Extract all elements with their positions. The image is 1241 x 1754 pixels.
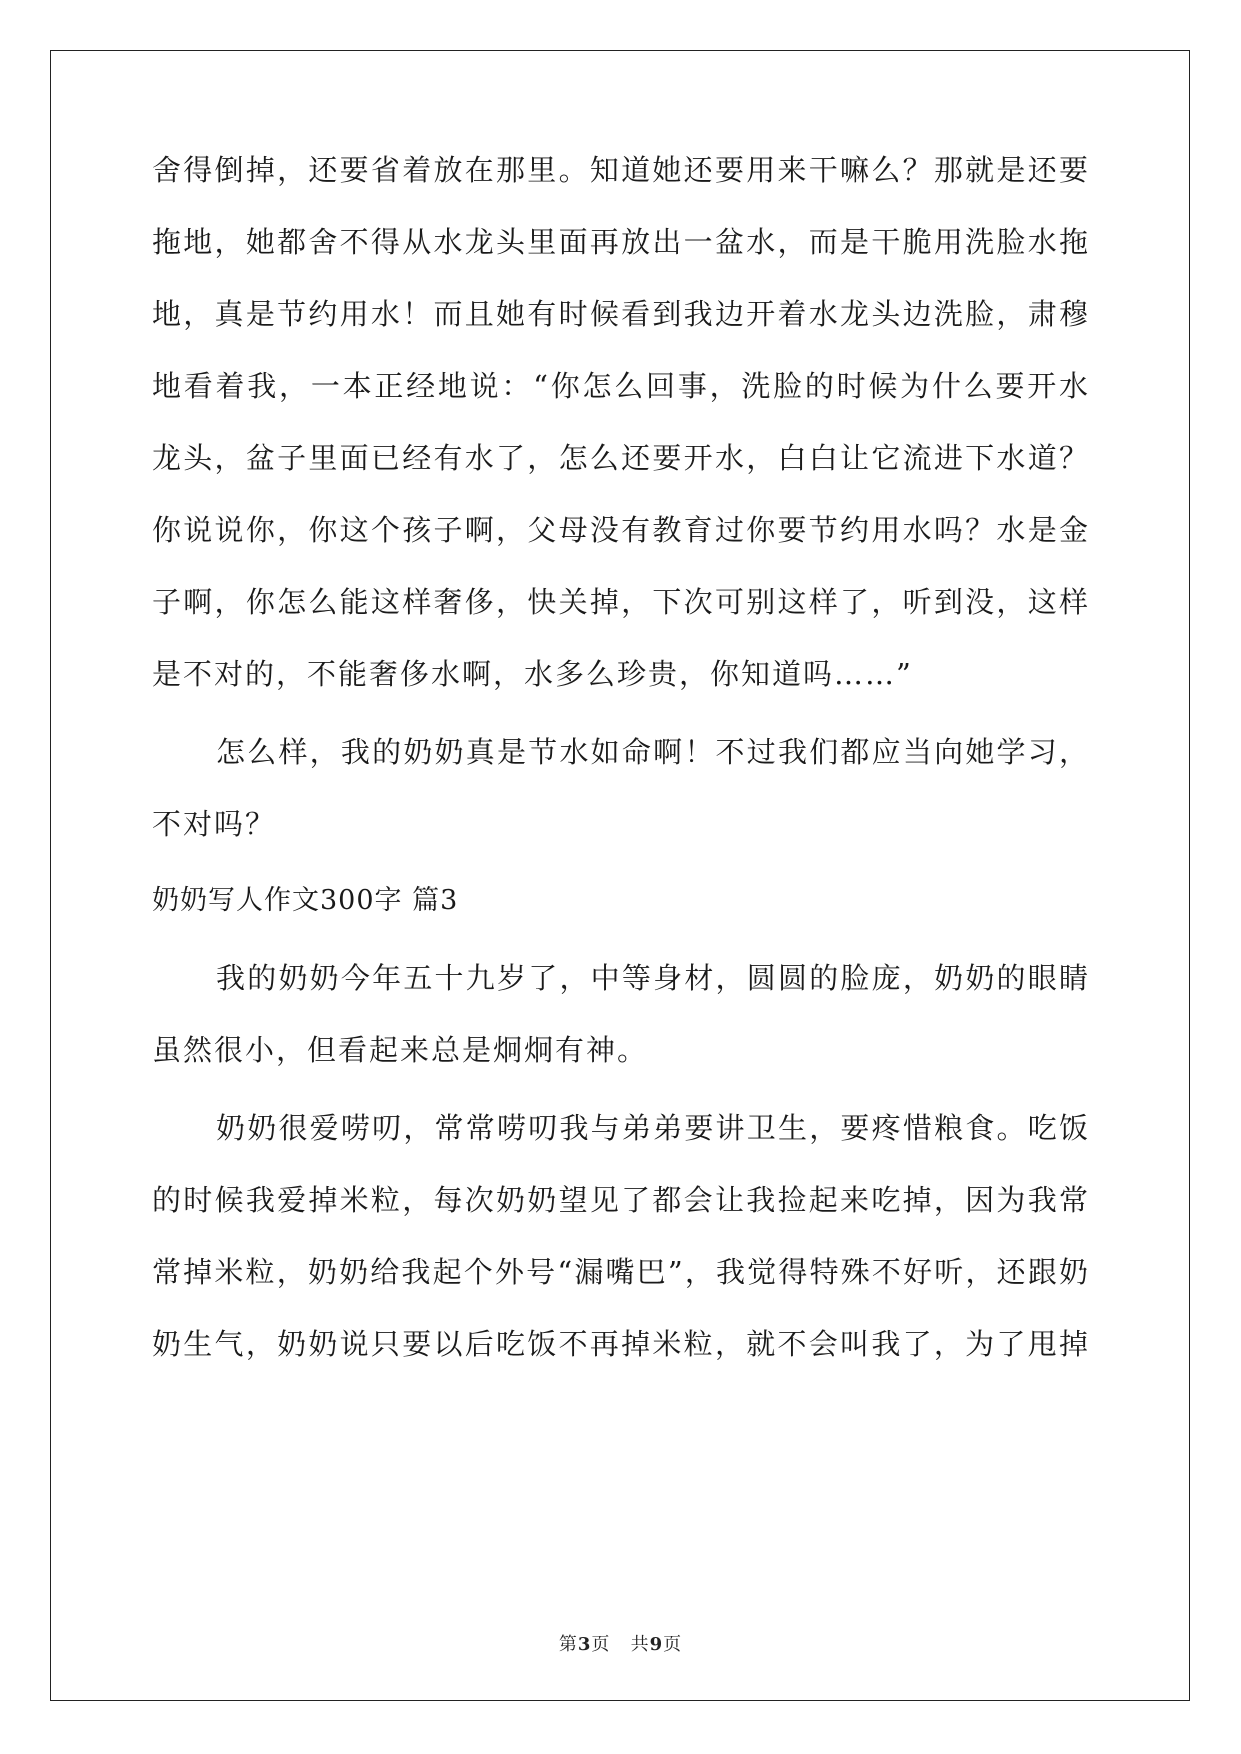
paragraph-line: 是不对的，不能奢侈水啊，水多么珍贵，你知道吗……” xyxy=(152,657,913,691)
paragraph-line: 不对吗？ xyxy=(152,807,277,841)
paragraph-line: 我的奶奶今年五十九岁了，中等身材，圆圆的脸庞，奶奶的眼睛 xyxy=(216,961,1090,995)
paragraph-line: 怎么样，我的奶奶真是节水如命啊！不过我们都应当向她学习， xyxy=(216,735,1090,769)
page-footer xyxy=(0,1630,1241,1656)
paragraph-line: 舍得倒掉，还要省着放在那里。知道她还要用来干嘛么？那就是还要 xyxy=(152,153,1090,187)
paragraph-line: 地看着我，一本正经地说：“你怎么回事，洗脸的时候为什么要开水 xyxy=(152,369,1090,403)
section-heading: 奶奶写人作文300字 篇3 xyxy=(152,885,459,916)
paragraph-line: 奶奶很爱唠叨，常常唠叨我与弟弟要讲卫生，要疼惜粮食。吃饭 xyxy=(216,1111,1090,1145)
footer-page-suffix: 页 xyxy=(591,1634,611,1655)
paragraph-line: 地，真是节约用水！而且她有时候看到我边开着水龙头边洗脸，肃穆 xyxy=(152,297,1090,331)
current-page-number: 3 xyxy=(577,1634,592,1655)
paragraph-line: 虽然很小，但看起来总是炯炯有神。 xyxy=(152,1033,649,1067)
paragraph-line: 你说说你，你这个孩子啊，父母没有教育过你要节约用水吗？水是金 xyxy=(152,513,1090,547)
paragraph-line: 常掉米粒，奶奶给我起个外号“漏嘴巴”，我觉得特殊不好听，还跟奶 xyxy=(152,1255,1090,1289)
total-page-number: 9 xyxy=(649,1634,664,1655)
paragraph-line: 奶生气，奶奶说只要以后吃饭不再掉米粒，就不会叫我了，为了甩掉 xyxy=(152,1327,1090,1361)
paragraph-line: 龙头，盆子里面已经有水了，怎么还要开水，白白让它流进下水道？ xyxy=(152,441,1090,475)
footer-prefix: 第 xyxy=(558,1634,578,1655)
footer-total-prefix: 共 xyxy=(630,1634,650,1655)
footer-total-suffix: 页 xyxy=(663,1634,683,1655)
paragraph-line: 的时候我爱掉米粒，每次奶奶望见了都会让我捡起来吃掉，因为我常 xyxy=(152,1183,1090,1217)
paragraph-line: 拖地，她都舍不得从水龙头里面再放出一盆水，而是干脆用洗脸水拖 xyxy=(152,225,1090,259)
paragraph-line: 子啊，你怎么能这样奢侈，快关掉，下次可别这样了，听到没，这样 xyxy=(152,585,1090,619)
